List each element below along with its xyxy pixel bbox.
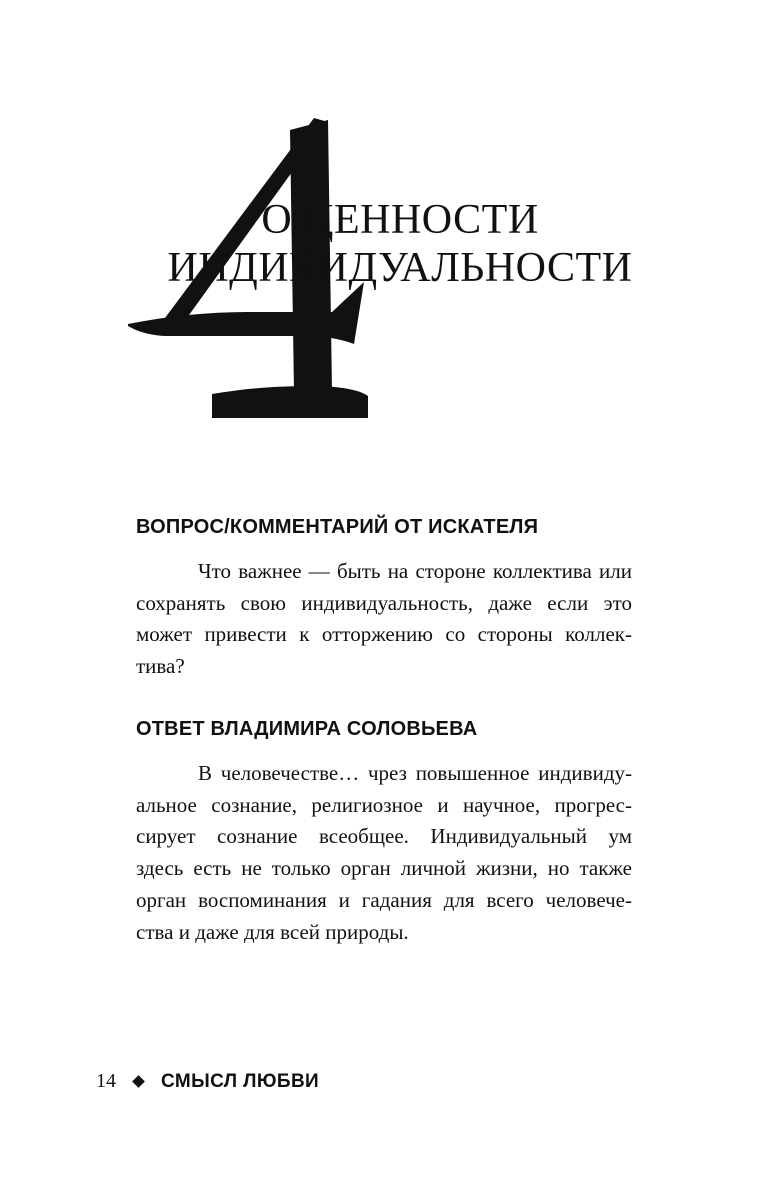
question-heading: ВОПРОС/КОММЕНТАРИЙ ОТ ИСКАТЕЛЯ [136,516,539,538]
numeral-base [212,386,368,418]
answer-line-3: сирует сознание всеобщее. Индивидуальный ум [136,824,632,849]
question-line-2: сохранять свою индивидуальность, даже если это [136,590,632,615]
page-number: 14 [96,1070,116,1092]
question-line-1: Что важнее — быть на стороне коллектива или [198,559,632,583]
question-paragraph [136,556,632,683]
answer-line-2: альное сознание, религиозное и научное, прогрес- [136,792,632,817]
running-title: СМЫСЛ ЛЮБВИ [161,1070,320,1092]
chapter-title-line-1: О ЦЕННОСТИ [261,197,539,243]
answer-line-4: здесь есть не только орган личной жизни, но также [136,856,632,881]
question-line-3: может привести к отторжению со стороны коллек- [136,622,632,647]
question-line-4: тива? [136,654,185,679]
diamond-separator-icon [132,1075,145,1088]
answer-line-5: орган воспоминания и гадания для всего человече- [136,887,632,912]
page-footer [96,1070,319,1093]
chapter-header [0,0,768,460]
chapter-title [150,196,650,292]
answer-paragraph [136,758,632,948]
chapter-title-line-2: ИНДИВИДУАЛЬНОСТИ [167,245,633,291]
answer-heading: ОТВЕТ ВЛАДИМИРА СОЛОВЬЕВА [136,718,478,740]
answer-line-1: В человечестве… чрез повышенное индивиду- [198,761,632,785]
answer-line-6: ства и даже для всей природы. [136,919,409,944]
